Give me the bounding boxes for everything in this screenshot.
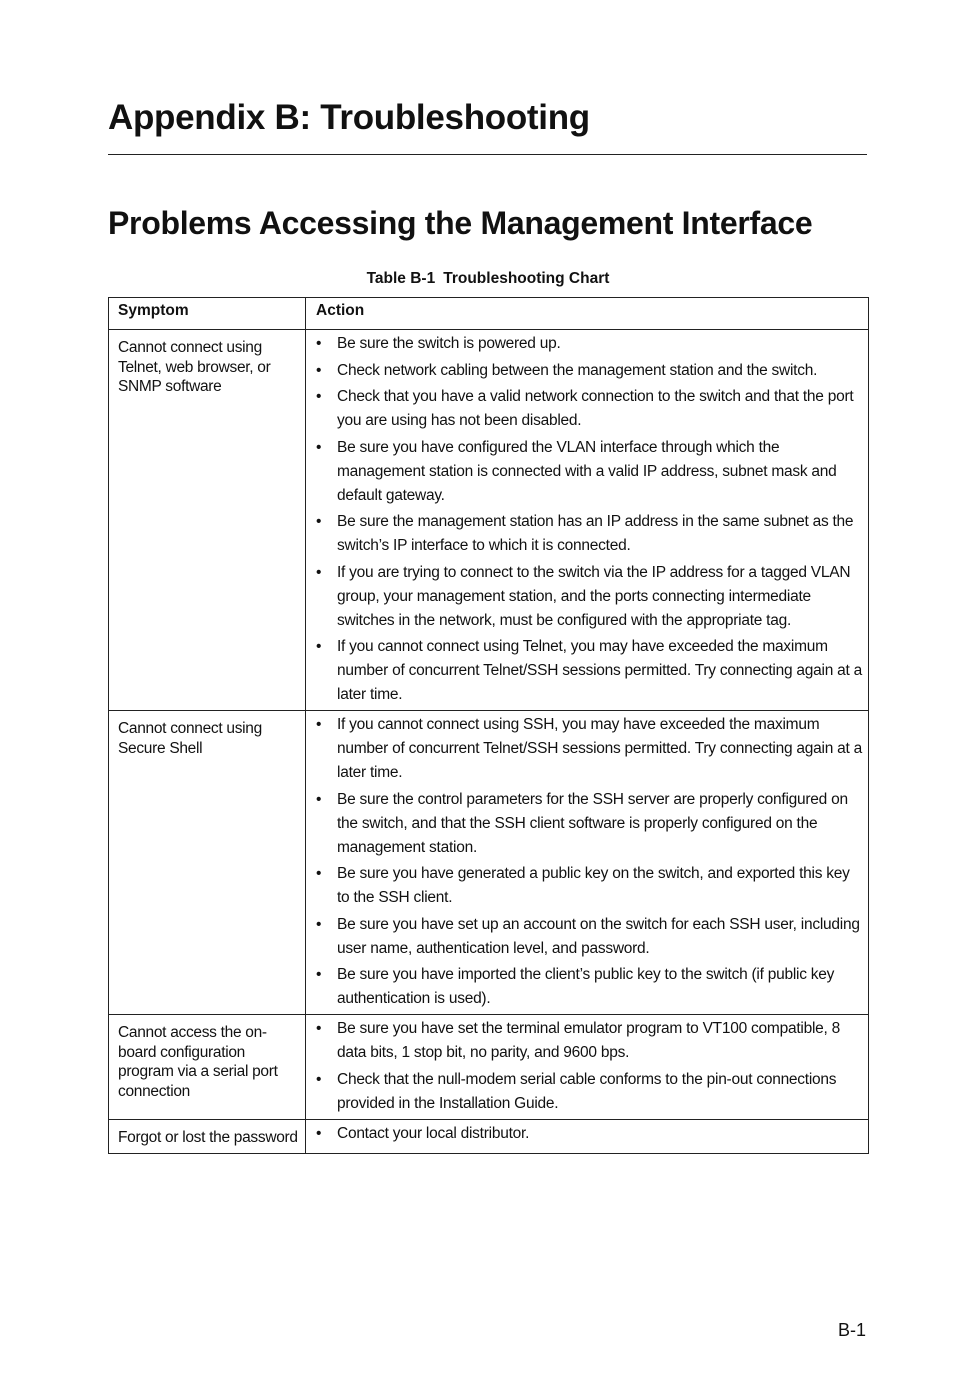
table-row bbox=[109, 1015, 869, 1120]
troubleshooting-table bbox=[108, 297, 869, 1154]
action-cell bbox=[306, 711, 869, 1015]
action-item: • Check network cabling between the management station and the switch. bbox=[314, 359, 862, 383]
header-action: Action bbox=[306, 298, 869, 330]
action-item: • Be sure the control parameters for the SSH server are properly configured on the switch, and that the SSH client software is properly configured on the management station. bbox=[314, 788, 862, 860]
table-row bbox=[109, 1119, 869, 1154]
action-cell bbox=[306, 330, 869, 711]
action-item: • Contact your local distributor. bbox=[314, 1122, 862, 1146]
table-caption-label: Table B-1 bbox=[366, 270, 436, 287]
action-item: • If you cannot connect using Telnet, you may have exceeded the maximum number of concurrent Telnet/SSH sessions permitted. Try connecting again at a later time. bbox=[314, 635, 862, 707]
table-row bbox=[109, 330, 869, 711]
table-header-row bbox=[109, 298, 869, 330]
table-caption bbox=[108, 269, 868, 289]
symptom-cell: Cannot connect using Telnet, web browser, or SNMP software bbox=[109, 330, 306, 711]
action-item: • Check that the null-modem serial cable conforms to the pin-out connections provided in the Installation Guide. bbox=[314, 1068, 862, 1116]
section-title: Problems Accessing the Management Interface bbox=[108, 205, 813, 241]
appendix-title: Appendix B: Troubleshooting bbox=[108, 98, 590, 137]
action-cell bbox=[306, 1119, 869, 1154]
table-caption-title: Troubleshooting Chart bbox=[443, 270, 610, 287]
action-item: • If you are trying to connect to the switch via the IP address for a tagged VLAN group, your management station, and the ports connecting intermediate switches in the network, must be configured with the appropriate tag. bbox=[314, 561, 862, 633]
page-number: B-1 bbox=[837, 1320, 866, 1340]
action-item: • Be sure you have configured the VLAN interface through which the management station is connected with a valid IP address, subnet mask and default gateway. bbox=[314, 436, 862, 508]
action-item: • Be sure you have set up an account on the switch for each SSH user, including user name, authentication level, and password. bbox=[314, 913, 862, 961]
title-divider bbox=[108, 154, 867, 155]
action-list bbox=[314, 1017, 862, 1116]
action-item: • If you cannot connect using SSH, you may have exceeded the maximum number of concurrent Telnet/SSH sessions permitted. Try connecting again at a later time. bbox=[314, 713, 862, 785]
action-item: • Check that you have a valid network connection to the switch and that the port you are using has not been disabled. bbox=[314, 385, 862, 433]
action-item: • Be sure the switch is powered up. bbox=[314, 332, 862, 356]
action-list bbox=[314, 713, 862, 1011]
action-cell bbox=[306, 1015, 869, 1120]
symptom-cell: Forgot or lost the password bbox=[109, 1119, 306, 1154]
table-row bbox=[109, 711, 869, 1015]
action-item: • Be sure you have generated a public key on the switch, and exported this key to the SSH client. bbox=[314, 862, 862, 910]
action-item: • Be sure you have imported the client’s public key to the switch (if public key authentication is used). bbox=[314, 963, 862, 1011]
action-item: • Be sure you have set the terminal emulator program to VT100 compatible, 8 data bits, 1 stop bit, no parity, and 9600 bps. bbox=[314, 1017, 862, 1065]
action-item: • Be sure the management station has an IP address in the same subnet as the switch’s IP interface to which it is connected. bbox=[314, 510, 862, 558]
symptom-cell: Cannot connect using Secure Shell bbox=[109, 711, 306, 1015]
action-list bbox=[314, 332, 862, 707]
symptom-cell: Cannot access the on-board configuration program via a serial port connection bbox=[109, 1015, 306, 1120]
header-symptom: Symptom bbox=[109, 298, 306, 330]
action-list bbox=[314, 1122, 862, 1146]
